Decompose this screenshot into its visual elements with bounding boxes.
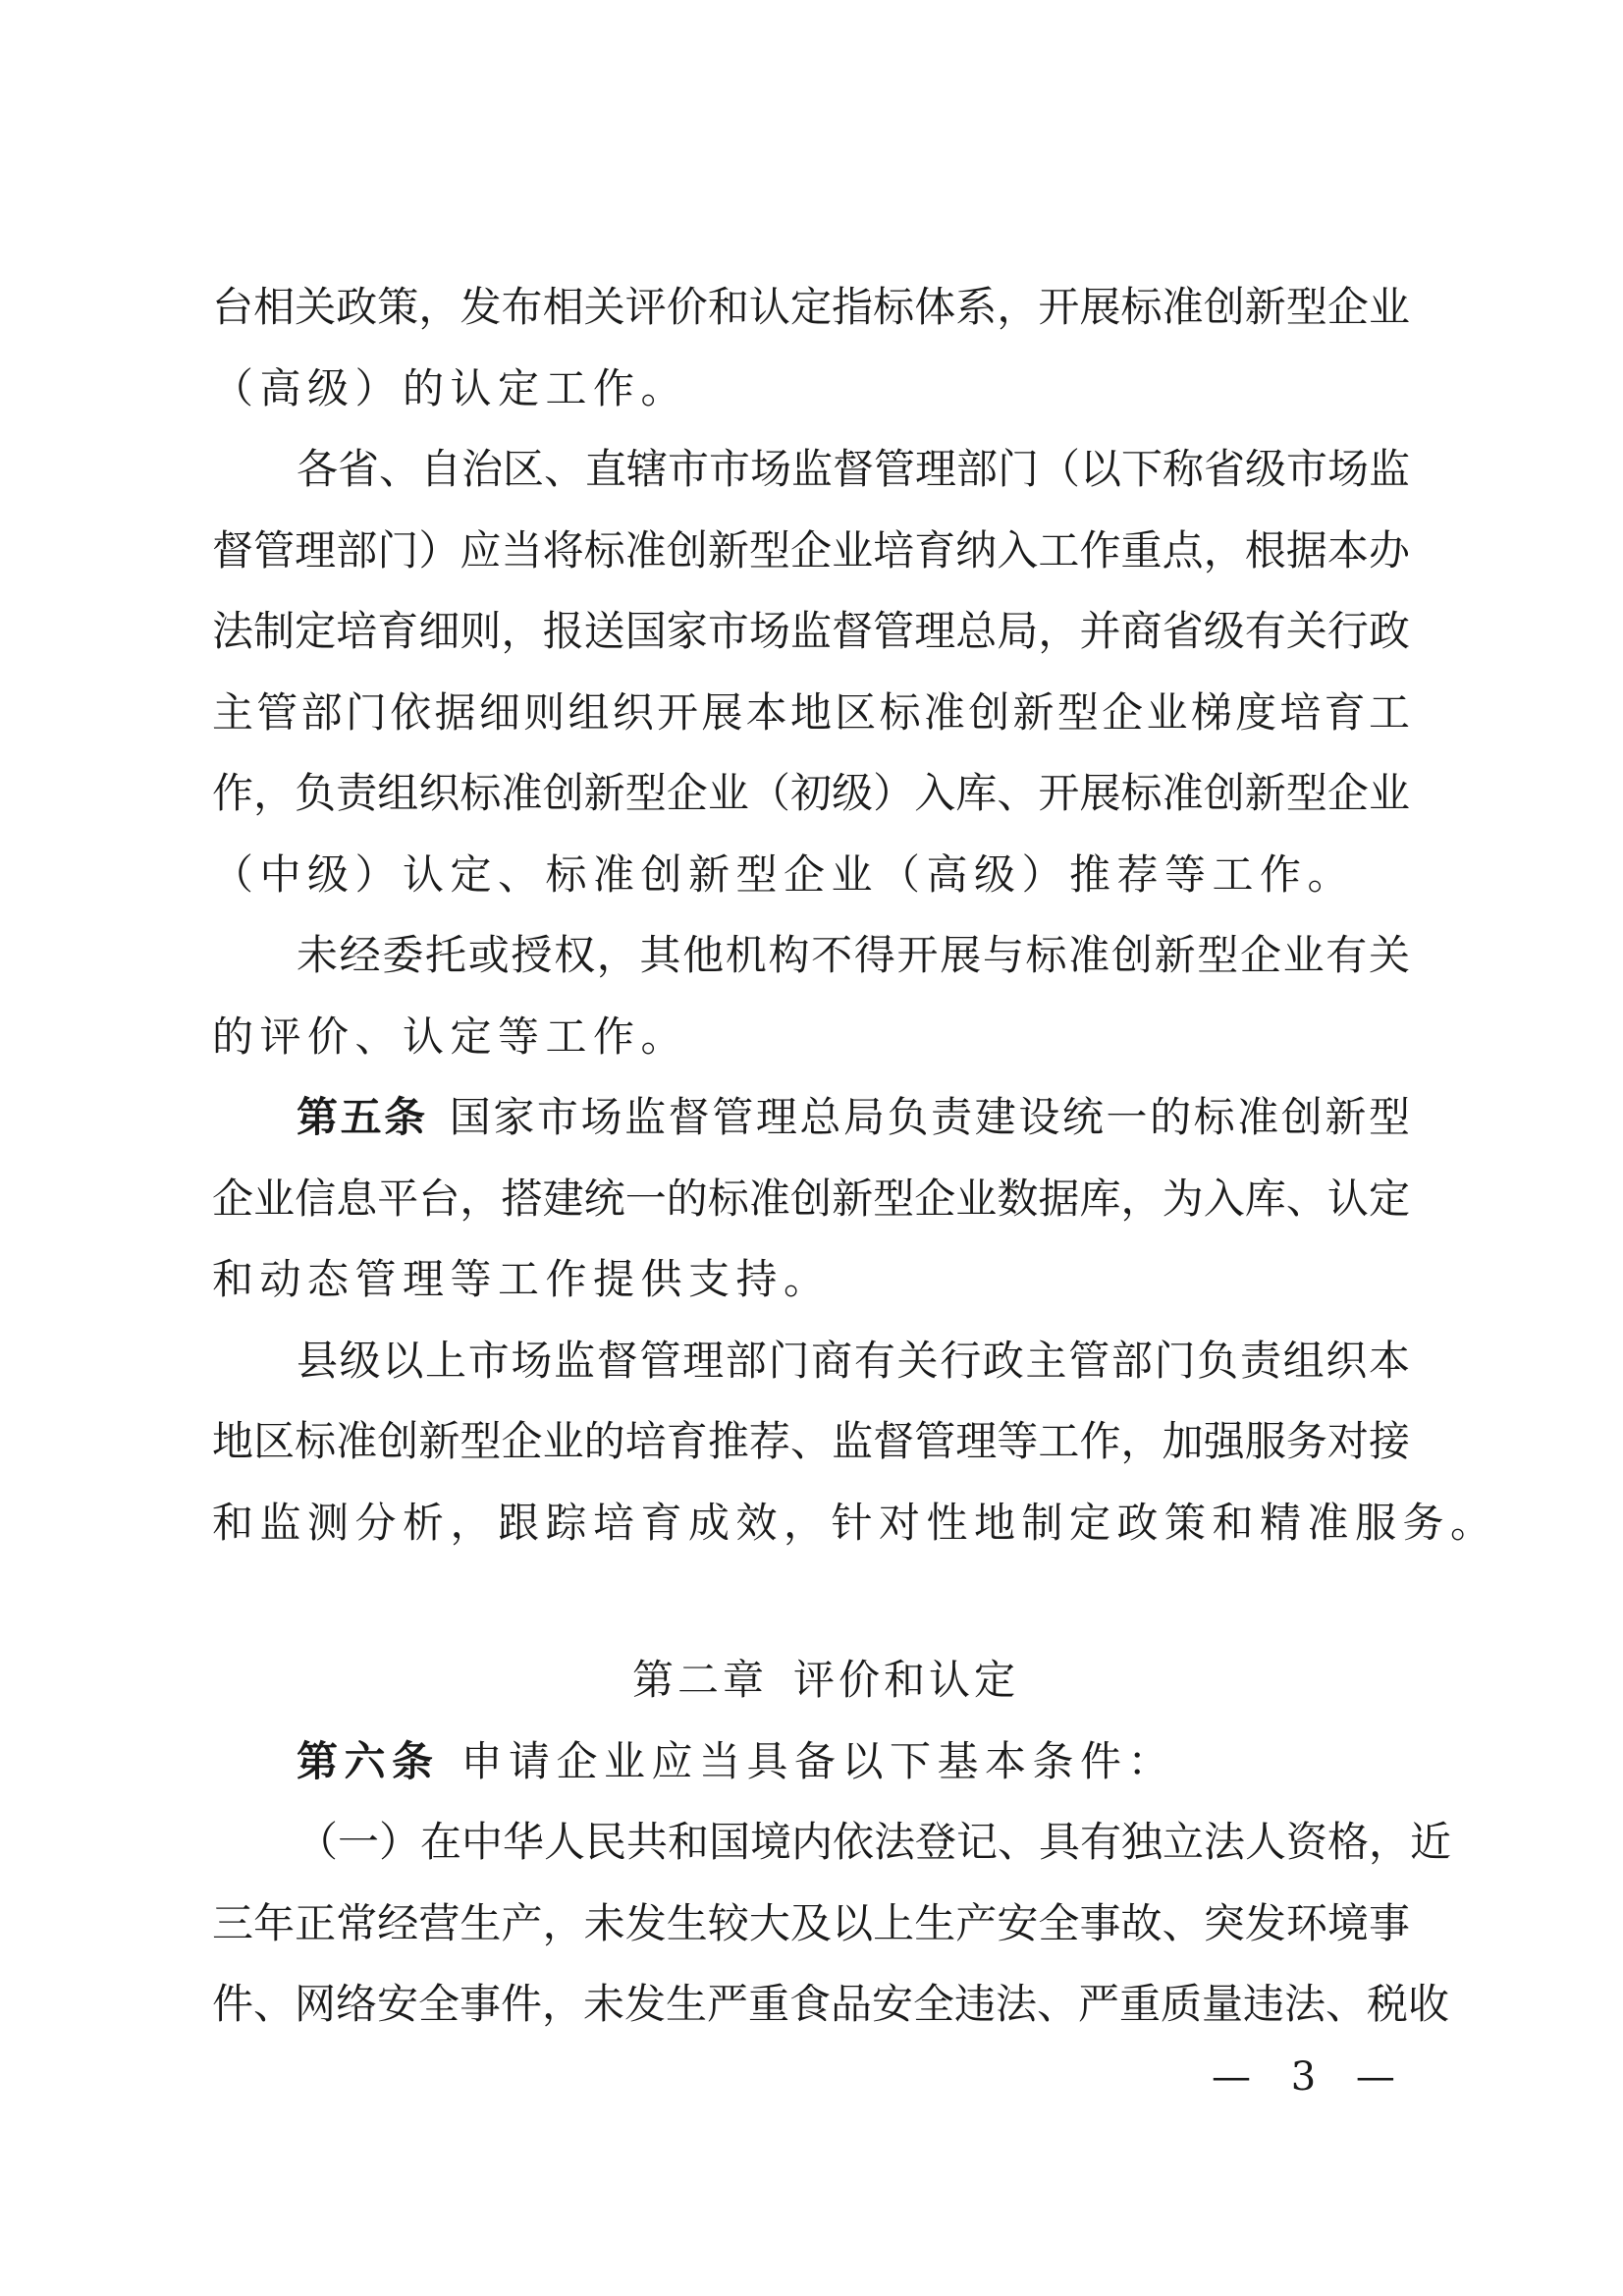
article-6-text: 申请企业应当具备以下基本条件： bbox=[460, 1736, 1176, 1785]
text-line: 三年正常经营生产，未发生较大及以上生产安全事故、突发环境事 bbox=[212, 1898, 1410, 1947]
text-line: 督管理部门）应当将标准创新型企业培育纳入工作重点，根据本办 bbox=[212, 525, 1410, 574]
text-line: （中级）认定、标准创新型企业（高级）推荐等工作。 bbox=[212, 849, 1356, 899]
article-5-label: 第五条 bbox=[297, 1093, 428, 1141]
text-line: 各省、自治区、直辖市市场监督管理部门（以下称省级市场监 bbox=[297, 445, 1411, 493]
text-line: 未经委托或授权，其他机构不得开展与标准创新型企业有关 bbox=[297, 931, 1410, 979]
text-line: 作，负责组织标准创新型企业（初级）入库、开展标准创新型企业 bbox=[212, 769, 1410, 817]
article-5-line bbox=[212, 1077, 1410, 1159]
article-6-line bbox=[212, 1722, 1410, 1803]
text-line: 和动态管理等工作提供支持。 bbox=[212, 1255, 832, 1303]
chapter-heading bbox=[212, 1640, 1410, 1722]
text-line: 和监测分析，跟踪培育成效，针对性地制定政策和精准服务。 bbox=[212, 1498, 1498, 1547]
text-line: 法制定培育细则，报送国家市场监督管理总局，并商省级有关行政 bbox=[212, 607, 1410, 655]
text-line: 台相关政策，发布相关评价和认定指标体系，开展标准创新型企业 bbox=[212, 283, 1410, 331]
article-6-label: 第六条 bbox=[297, 1736, 440, 1785]
text-line: 企业信息平台，搭建统一的标准创新型企业数据库，为入库、认定 bbox=[212, 1174, 1410, 1223]
chapter-number: 第二章 bbox=[631, 1656, 768, 1704]
text-line: （一）在中华人民共和国境内依法登记、具有独立法人资格，近 bbox=[297, 1818, 1452, 1866]
text-line: 的评价、认定等工作。 bbox=[212, 1011, 689, 1061]
document-body bbox=[212, 267, 1498, 2046]
text-line: （高级）的认定工作。 bbox=[212, 363, 689, 412]
text-line: 县级以上市场监督管理部门商有关行政主管部门负责组织本 bbox=[297, 1336, 1410, 1385]
text-line: 主管部门依据细则组织开展本地区标准创新型企业梯度培育工 bbox=[212, 687, 1410, 737]
chapter-title: 评价和认定 bbox=[793, 1656, 1020, 1704]
text-line: 件、网络安全事件，未发生严重食品安全违法、严重质量违法、税收 bbox=[212, 1980, 1450, 2028]
page-number: — 3 — bbox=[1212, 2054, 1409, 2100]
article-5-text: 国家市场监督管理总局负责建设统一的标准创新型 bbox=[449, 1093, 1410, 1141]
text-line: 地区标准创新型企业的培育推荐、监督管理等工作，加强服务对接 bbox=[212, 1417, 1410, 1465]
